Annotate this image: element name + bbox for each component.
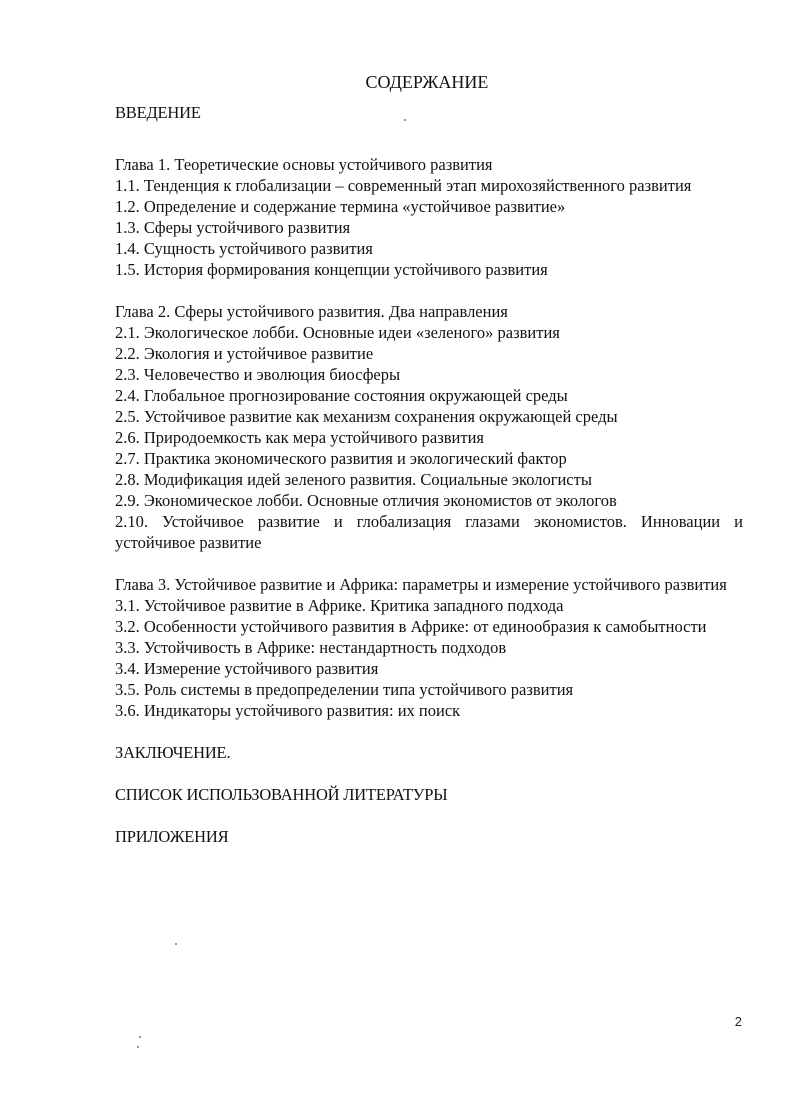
toc-item-1-5: 1.5. История формирования концепции устойчивого развития xyxy=(115,260,548,279)
toc-item-3-4: 3.4. Измерение устойчивого развития xyxy=(115,659,379,678)
toc-item-2-8: 2.8. Модификация идей зеленого развития. Социальные экологисты xyxy=(115,470,592,489)
page-number: 2 xyxy=(734,1014,742,1029)
toc-item-2-6: 2.6. Природоемкость как мера устойчивого развития xyxy=(115,428,485,447)
toc-item-2-2: 2.2. Экология и устойчивое развитие xyxy=(115,344,374,363)
toc-item-2-5: 2.5. Устойчивое развитие как механизм сохранения окружающей среды xyxy=(115,407,618,426)
toc-item-2-3: 2.3. Человечество и эволюция биосферы xyxy=(115,365,401,384)
scan-speck xyxy=(137,1046,139,1048)
table-of-contents xyxy=(115,102,743,847)
chapter-2 xyxy=(115,301,743,553)
toc-item-2-1: 2.1. Экологическое лобби. Основные идеи «зеленого» развития xyxy=(115,323,560,342)
toc-item-1-4: 1.4. Сущность устойчивого развития xyxy=(115,239,373,258)
conclusion-heading: ЗАКЛЮЧЕНИЕ. xyxy=(115,743,231,762)
scan-speck xyxy=(404,119,406,121)
toc-item-3-1: 3.1. Устойчивое развитие в Африке. Критика западного подхода xyxy=(115,596,564,615)
scan-speck xyxy=(175,943,177,945)
appendices-heading: ПРИЛОЖЕНИЯ xyxy=(115,827,229,846)
chapter-3-heading: Глава 3. Устойчивое развитие и Африка: параметры и измерение устойчивого развития xyxy=(115,575,727,594)
references-heading: СПИСОК ИСПОЛЬЗОВАННОЙ ЛИТЕРАТУРЫ xyxy=(115,785,448,804)
toc-item-2-9: 2.9. Экономическое лобби. Основные отличия экономистов от экологов xyxy=(115,491,617,510)
toc-item-3-5: 3.5. Роль системы в предопределении типа устойчивого развития xyxy=(115,680,574,699)
chapter-1-heading: Глава 1. Теоретические основы устойчивого развития xyxy=(115,155,493,174)
toc-item-3-2: 3.2. Особенности устойчивого развития в Африке: от единообразия к самобытности xyxy=(115,617,707,636)
toc-item-3-6: 3.6. Индикаторы устойчивого развития: их поиск xyxy=(115,701,461,720)
toc-item-3-3: 3.3. Устойчивость в Африке: нестандартность подходов xyxy=(115,638,507,657)
chapter-2-heading: Глава 2. Сферы устойчивого развития. Два направления xyxy=(115,302,508,321)
toc-item-1-1: 1.1. Тенденция к глобализации – современный этап мирохозяйственного развития xyxy=(115,176,692,195)
toc-item-1-3: 1.3. Сферы устойчивого развития xyxy=(115,218,351,237)
toc-item-1-2: 1.2. Определение и содержание термина «устойчивое развитие» xyxy=(115,197,566,216)
toc-item-2-7: 2.7. Практика экономического развития и экологический фактор xyxy=(115,449,567,468)
toc-item-2-10: 2.10. Устойчивое развитие и глобализация глазами экономистов. Инновации и устойчивое развитие xyxy=(115,512,743,552)
chapter-3 xyxy=(115,574,743,721)
page-title: СОДЕРЖАНИЕ xyxy=(365,72,489,92)
intro-heading: ВВЕДЕНИЕ xyxy=(115,103,201,122)
chapter-1 xyxy=(115,154,743,280)
scan-speck xyxy=(139,1036,141,1038)
toc-item-2-4: 2.4. Глобальное прогнозирование состояния окружающей среды xyxy=(115,386,568,405)
